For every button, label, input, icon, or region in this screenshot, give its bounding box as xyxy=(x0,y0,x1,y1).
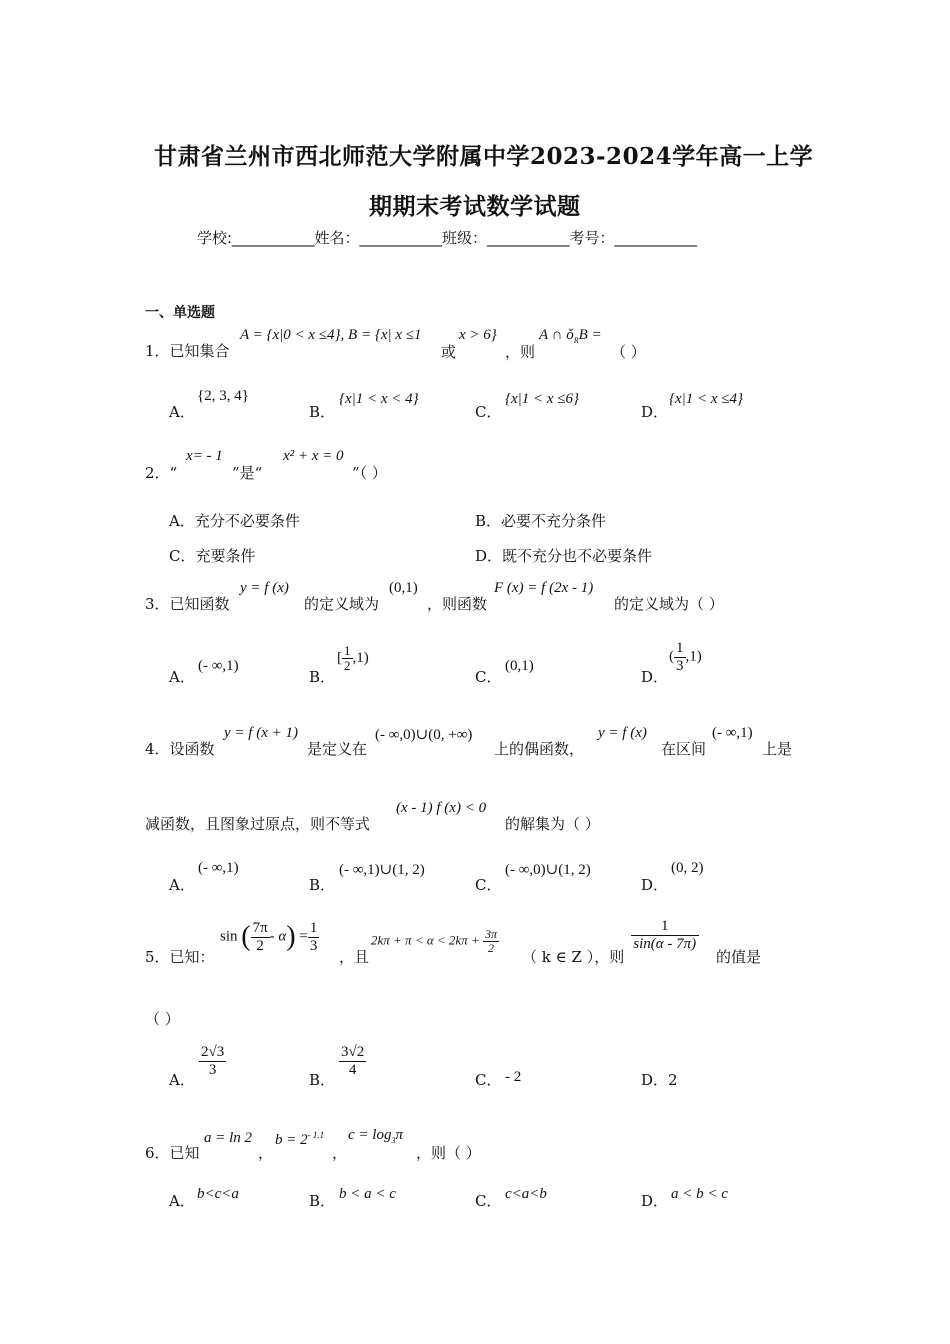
q5-big-fraction: $\frac{1}{\sin(\alpha - 7\pi)}$ xyxy=(631,918,699,952)
q5-range: 2kπ + π < α < 2kπ + $\frac{3\pi}{2}$ xyxy=(371,927,498,956)
q6-end: ，则（ ） xyxy=(416,1144,481,1162)
q6-option-a: b<c<a xyxy=(197,1186,239,1202)
q2-option-d: D．既不充分也不必要条件 xyxy=(475,547,653,565)
q4-option-d: (0, 2) xyxy=(671,860,704,876)
q3-text2: ，则函数 xyxy=(427,595,488,613)
q3-option-a-label: A． xyxy=(169,668,195,686)
q5-option-b-label: B． xyxy=(309,1071,336,1089)
q1-option-a-label: A． xyxy=(169,403,195,421)
q3-text3: 的定义域为（ ） xyxy=(614,595,724,613)
q6-option-c: c<a<b xyxy=(505,1186,547,1202)
q4-option-c-label: C． xyxy=(475,876,502,894)
q1-option-b: {x|1 < x < 4} xyxy=(339,391,419,407)
q3-option-b-label: B． xyxy=(309,668,336,686)
q6-b: $b = 2^{- 1.1}$ xyxy=(275,1130,325,1148)
q1-or: 或 xyxy=(441,343,457,361)
q1-option-c: {x|1 < x ≤6} xyxy=(505,391,580,407)
q3-option-c-label: C． xyxy=(475,668,502,686)
q3-option-a: (- ∞,1) xyxy=(198,658,239,674)
q5-option-b: $\frac{3√2}{4}$ xyxy=(341,1044,365,1078)
q5-stem: 5．已知： xyxy=(145,948,215,966)
q1-option-b-label: B． xyxy=(309,403,336,421)
q1-set-tail: x > 6} xyxy=(459,327,497,343)
q2-end: ”（ ） xyxy=(352,464,387,482)
q1-expr: A ∩ $ǒ_RB$ = xyxy=(539,327,602,345)
q1-option-a: {2, 3, 4} xyxy=(197,388,249,404)
q2-option-c: C．充要条件 xyxy=(169,547,256,565)
q1-option-c-label: C． xyxy=(475,403,502,421)
q4-option-b-label: B． xyxy=(309,876,336,894)
q4-func2: y = f (x) xyxy=(598,725,647,741)
q6-sep2: ， xyxy=(332,1144,348,1162)
q6-option-a-label: A． xyxy=(169,1192,195,1210)
q3-func-f: y = f (x) xyxy=(240,580,289,596)
doc-title-line1: 甘肃省兰州市西北师范大学附属中学2023-2024学年高一上学 xyxy=(154,143,814,170)
q4-option-d-label: D． xyxy=(641,876,669,894)
q6-a: a = ln 2 xyxy=(204,1130,253,1146)
q4-line2-a: 减函数，且图象过原点，则不等式 xyxy=(145,815,371,833)
q3-option-b: [ $\frac{1}{2}$ ,1) xyxy=(337,643,369,674)
q2-cond-a: x= - 1 xyxy=(186,448,223,464)
q6-stem: 6．已知 xyxy=(145,1144,200,1162)
q1-stem: 1．已知集合 xyxy=(145,342,230,360)
q4-func1: y = f (x + 1) xyxy=(224,725,298,741)
q3-text1: 的定义域为 xyxy=(304,595,380,613)
q6-option-b-label: B． xyxy=(309,1192,336,1210)
q2-option-a: A．充分不必要条件 xyxy=(169,512,300,530)
q6-option-d: a < b < c xyxy=(671,1186,728,1202)
q2-stem-start: 2．“ xyxy=(145,464,178,482)
q4-stem: 4．设函数 xyxy=(145,740,215,758)
q5-text2: 的值是 xyxy=(716,948,762,966)
q1-sets: A = {x|0 < x ≤4}, B = {x| x ≤1 xyxy=(240,327,422,343)
q5-blank: （ ） xyxy=(145,1010,180,1028)
q6-c: $c = \log_3\pi$ xyxy=(348,1127,403,1145)
q1-option-d: {x|1 < x ≤4} xyxy=(669,391,744,407)
q3-option-d: ( $\frac{1}{3}$ ,1) xyxy=(669,640,702,674)
q1-option-d-label: D． xyxy=(641,403,669,421)
q4-text2: 上的偶函数， xyxy=(494,740,585,758)
q3-stem: 3．已知函数 xyxy=(145,595,230,613)
q3-option-c: (0,1) xyxy=(505,658,534,674)
section-heading-single-choice: 一、单选题 xyxy=(145,305,215,321)
q5-option-a: $\frac{2√3}{3}$ xyxy=(201,1044,225,1078)
q1-blank: （ ） xyxy=(611,343,646,361)
q4-line2-b: 的解集为（ ） xyxy=(505,815,600,833)
q4-option-b: (- ∞,1)∪(1, 2) xyxy=(339,862,425,878)
q4-option-c: (- ∞,0)∪(1, 2) xyxy=(505,862,591,878)
q6-option-d-label: D． xyxy=(641,1192,669,1210)
q4-inequality: (x - 1) f (x) < 0 xyxy=(396,800,487,816)
q5-option-c-label: C． xyxy=(475,1071,502,1089)
q6-sep1: ， xyxy=(258,1144,274,1162)
q4-text1: 是定义在 xyxy=(307,740,368,758)
q4-text4: 上是 xyxy=(762,740,793,758)
q4-text3: 在区间 xyxy=(661,740,707,758)
q1-then: ，则 xyxy=(505,343,536,361)
q4-domain: (- ∞,0)∪(0, +∞) xyxy=(375,727,473,743)
q5-option-a-label: A． xyxy=(169,1071,195,1089)
q4-option-a: (- ∞,1) xyxy=(198,860,239,876)
student-info-line: 学校:___________姓名：___________班级：___________考号：___________ xyxy=(197,229,698,247)
q4-interval: (- ∞,1) xyxy=(712,725,753,741)
q3-func-F: F (x) = f (2x - 1) xyxy=(494,580,594,596)
q3-option-d-label: D． xyxy=(641,668,669,686)
q2-cond-b: x² + x = 0 xyxy=(283,448,344,464)
q2-mid: ”是“ xyxy=(232,464,263,482)
q2-option-b: B．必要不充分条件 xyxy=(475,512,607,530)
q3-domain: (0,1) xyxy=(389,580,418,596)
q6-option-b: b < a < c xyxy=(339,1186,396,1202)
doc-title-line2: 期期末考试数学试题 xyxy=(369,193,581,220)
q5-text1: ，且 xyxy=(339,948,370,966)
q5-kz: （ k ∈ Z ），则 xyxy=(522,948,625,966)
q5-sin-expr: sin ( $\frac{7\pi}{2}$ - α) = $\frac{1}{3}$ xyxy=(220,920,318,954)
q4-option-a-label: A． xyxy=(169,876,195,894)
q5-option-d: D．2 xyxy=(641,1071,678,1089)
q6-option-c-label: C． xyxy=(475,1192,502,1210)
q5-option-c: - 2 xyxy=(505,1069,522,1085)
